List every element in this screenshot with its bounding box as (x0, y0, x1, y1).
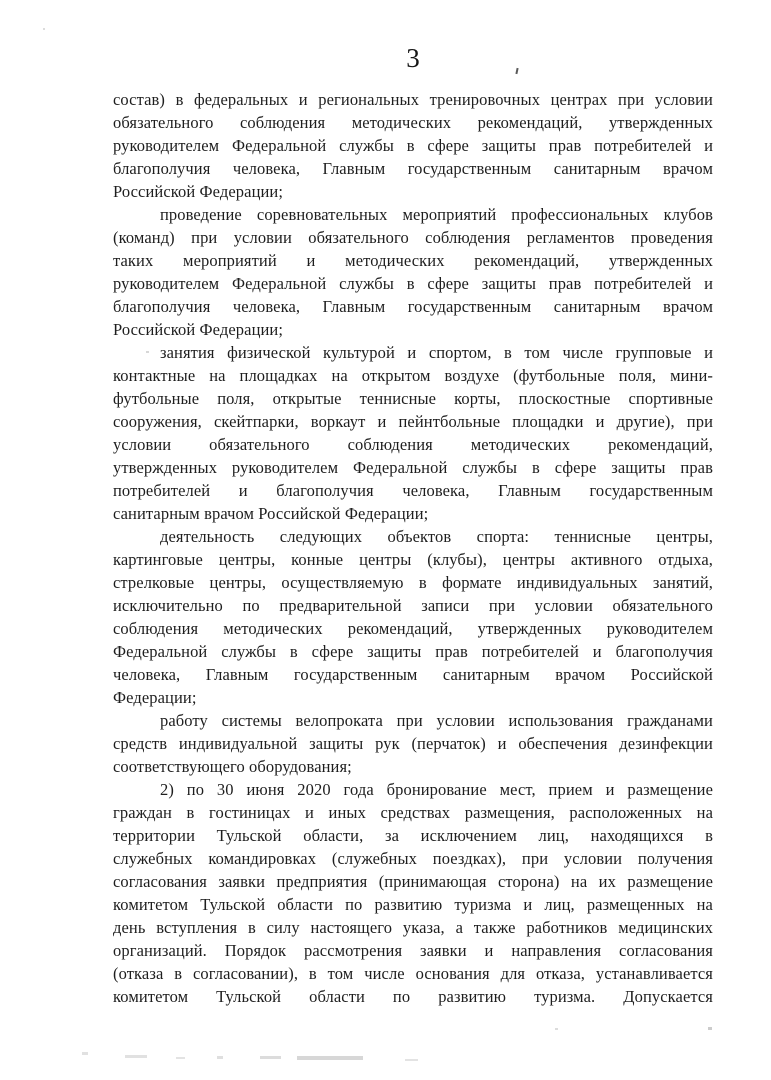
text-line: благополучия человека, Главным государственным санитарным врачом (113, 159, 713, 178)
text-line: потребителей и благополучия человека, Главным государственным (113, 481, 713, 500)
scan-speck (708, 1027, 712, 1030)
scan-artifact (82, 1052, 88, 1055)
paragraph (113, 525, 713, 709)
text-line: Федеральной службы в сфере защиты прав потребителей и благополучия (113, 642, 713, 661)
text-line: 2) по 30 июня 2020 года бронирование мест, прием и размещение (160, 780, 713, 799)
paragraph (113, 709, 713, 778)
text-line: контактные на площадках на открытом воздухе (футбольные поля, мини- (113, 366, 713, 385)
text-line: (команд) при условии обязательного соблюдения регламентов проведения (113, 228, 713, 247)
document-text (113, 88, 713, 1008)
text-line: день вступления в силу настоящего указа, а также работников медицинских (113, 918, 713, 937)
page-number: 3 (406, 43, 420, 73)
text-line: проведение соревновательных мероприятий профессиональных клубов (160, 205, 713, 224)
text-line: санитарным врачом Российской Федерации; (113, 504, 429, 523)
text-line: средств индивидуальной защиты рук (перчаток) и обеспечения дезинфекции (113, 734, 713, 753)
scan-artifact (125, 1055, 147, 1058)
text-line: граждан в гостиницах и иных средствах размещения, расположенных на (113, 803, 713, 822)
text-line: сооружения, скейтпарки, воркаут и пейнтбольные площадки и другие), при (113, 412, 713, 431)
text-line: соблюдения методических рекомендаций, утвержденных руководителем (113, 619, 713, 638)
text-line: человека, Главным государственным санитарным врачом Российской (113, 665, 713, 684)
scan-artifact (217, 1056, 223, 1059)
scan-artifact (176, 1057, 185, 1059)
text-line: обязательного соблюдения методических рекомендаций, утвержденных (113, 113, 713, 132)
text-line: состав) в федеральных и региональных тренировочных центрах при условии (113, 90, 713, 109)
text-line: занятия физической культурой и спортом, в том числе групповые и (160, 343, 713, 362)
text-line: организаций. Порядок рассмотрения заявки и направления согласования (113, 941, 713, 960)
text-line: работу системы велопроката при условии использования гражданами (160, 711, 713, 730)
paragraph (113, 203, 713, 341)
text-line: комитетом Тульской области по развитию туризма и лиц, размещенных на (113, 895, 713, 914)
text-line: Федерации; (113, 688, 197, 707)
text-line: руководителем Федеральной службы в сфере защиты прав потребителей и (113, 136, 713, 155)
text-line: исключительно по предварительной записи при условии обязательного (113, 596, 713, 615)
text-line: (отказа в согласовании), в том числе основания для отказа, устанавливается (113, 964, 713, 983)
text-line: руководителем Федеральной службы в сфере защиты прав потребителей и (113, 274, 713, 293)
paragraph (113, 778, 713, 1008)
text-line: условии обязательного соблюдения методических рекомендаций, (113, 435, 713, 454)
scan-artifact (297, 1056, 363, 1060)
scan-speck (555, 1028, 558, 1030)
text-line: соответствующего оборудования; (113, 757, 352, 776)
text-line: согласования заявки предприятия (принимающая сторона) на их размещение (113, 872, 713, 891)
text-line: утвержденных руководителем Федеральной службы в сфере защиты прав (113, 458, 713, 477)
scan-speck (43, 28, 45, 30)
text-line: территории Тульской области, за исключением лиц, находящихся в (113, 826, 713, 845)
text-line: таких мероприятий и методических рекомендаций, утвержденных (113, 251, 713, 270)
text-line: благополучия человека, Главным государственным санитарным врачом (113, 297, 713, 316)
text-line: Российской Федерации; (113, 320, 284, 339)
text-line: служебных командировках (служебных поездках), при условии получения (113, 849, 713, 868)
text-line: картинговые центры, конные центры (клубы), центры активного отдыха, (113, 550, 713, 569)
paragraph (113, 88, 713, 203)
text-line: Российской Федерации; (113, 182, 284, 201)
text-line: футбольные поля, открытые теннисные корты, плоскостные спортивные (113, 389, 713, 408)
text-line: деятельность следующих объектов спорта: теннисные центры, (160, 527, 713, 546)
paragraph (113, 341, 713, 525)
text-line: стрелковые центры, осуществляемую в формате индивидуальных занятий, (113, 573, 713, 592)
scan-artifact (405, 1059, 418, 1061)
scan-artifact (260, 1056, 281, 1059)
text-line: комитетом Тульской области по развитию туризма. Допускается (113, 987, 713, 1006)
